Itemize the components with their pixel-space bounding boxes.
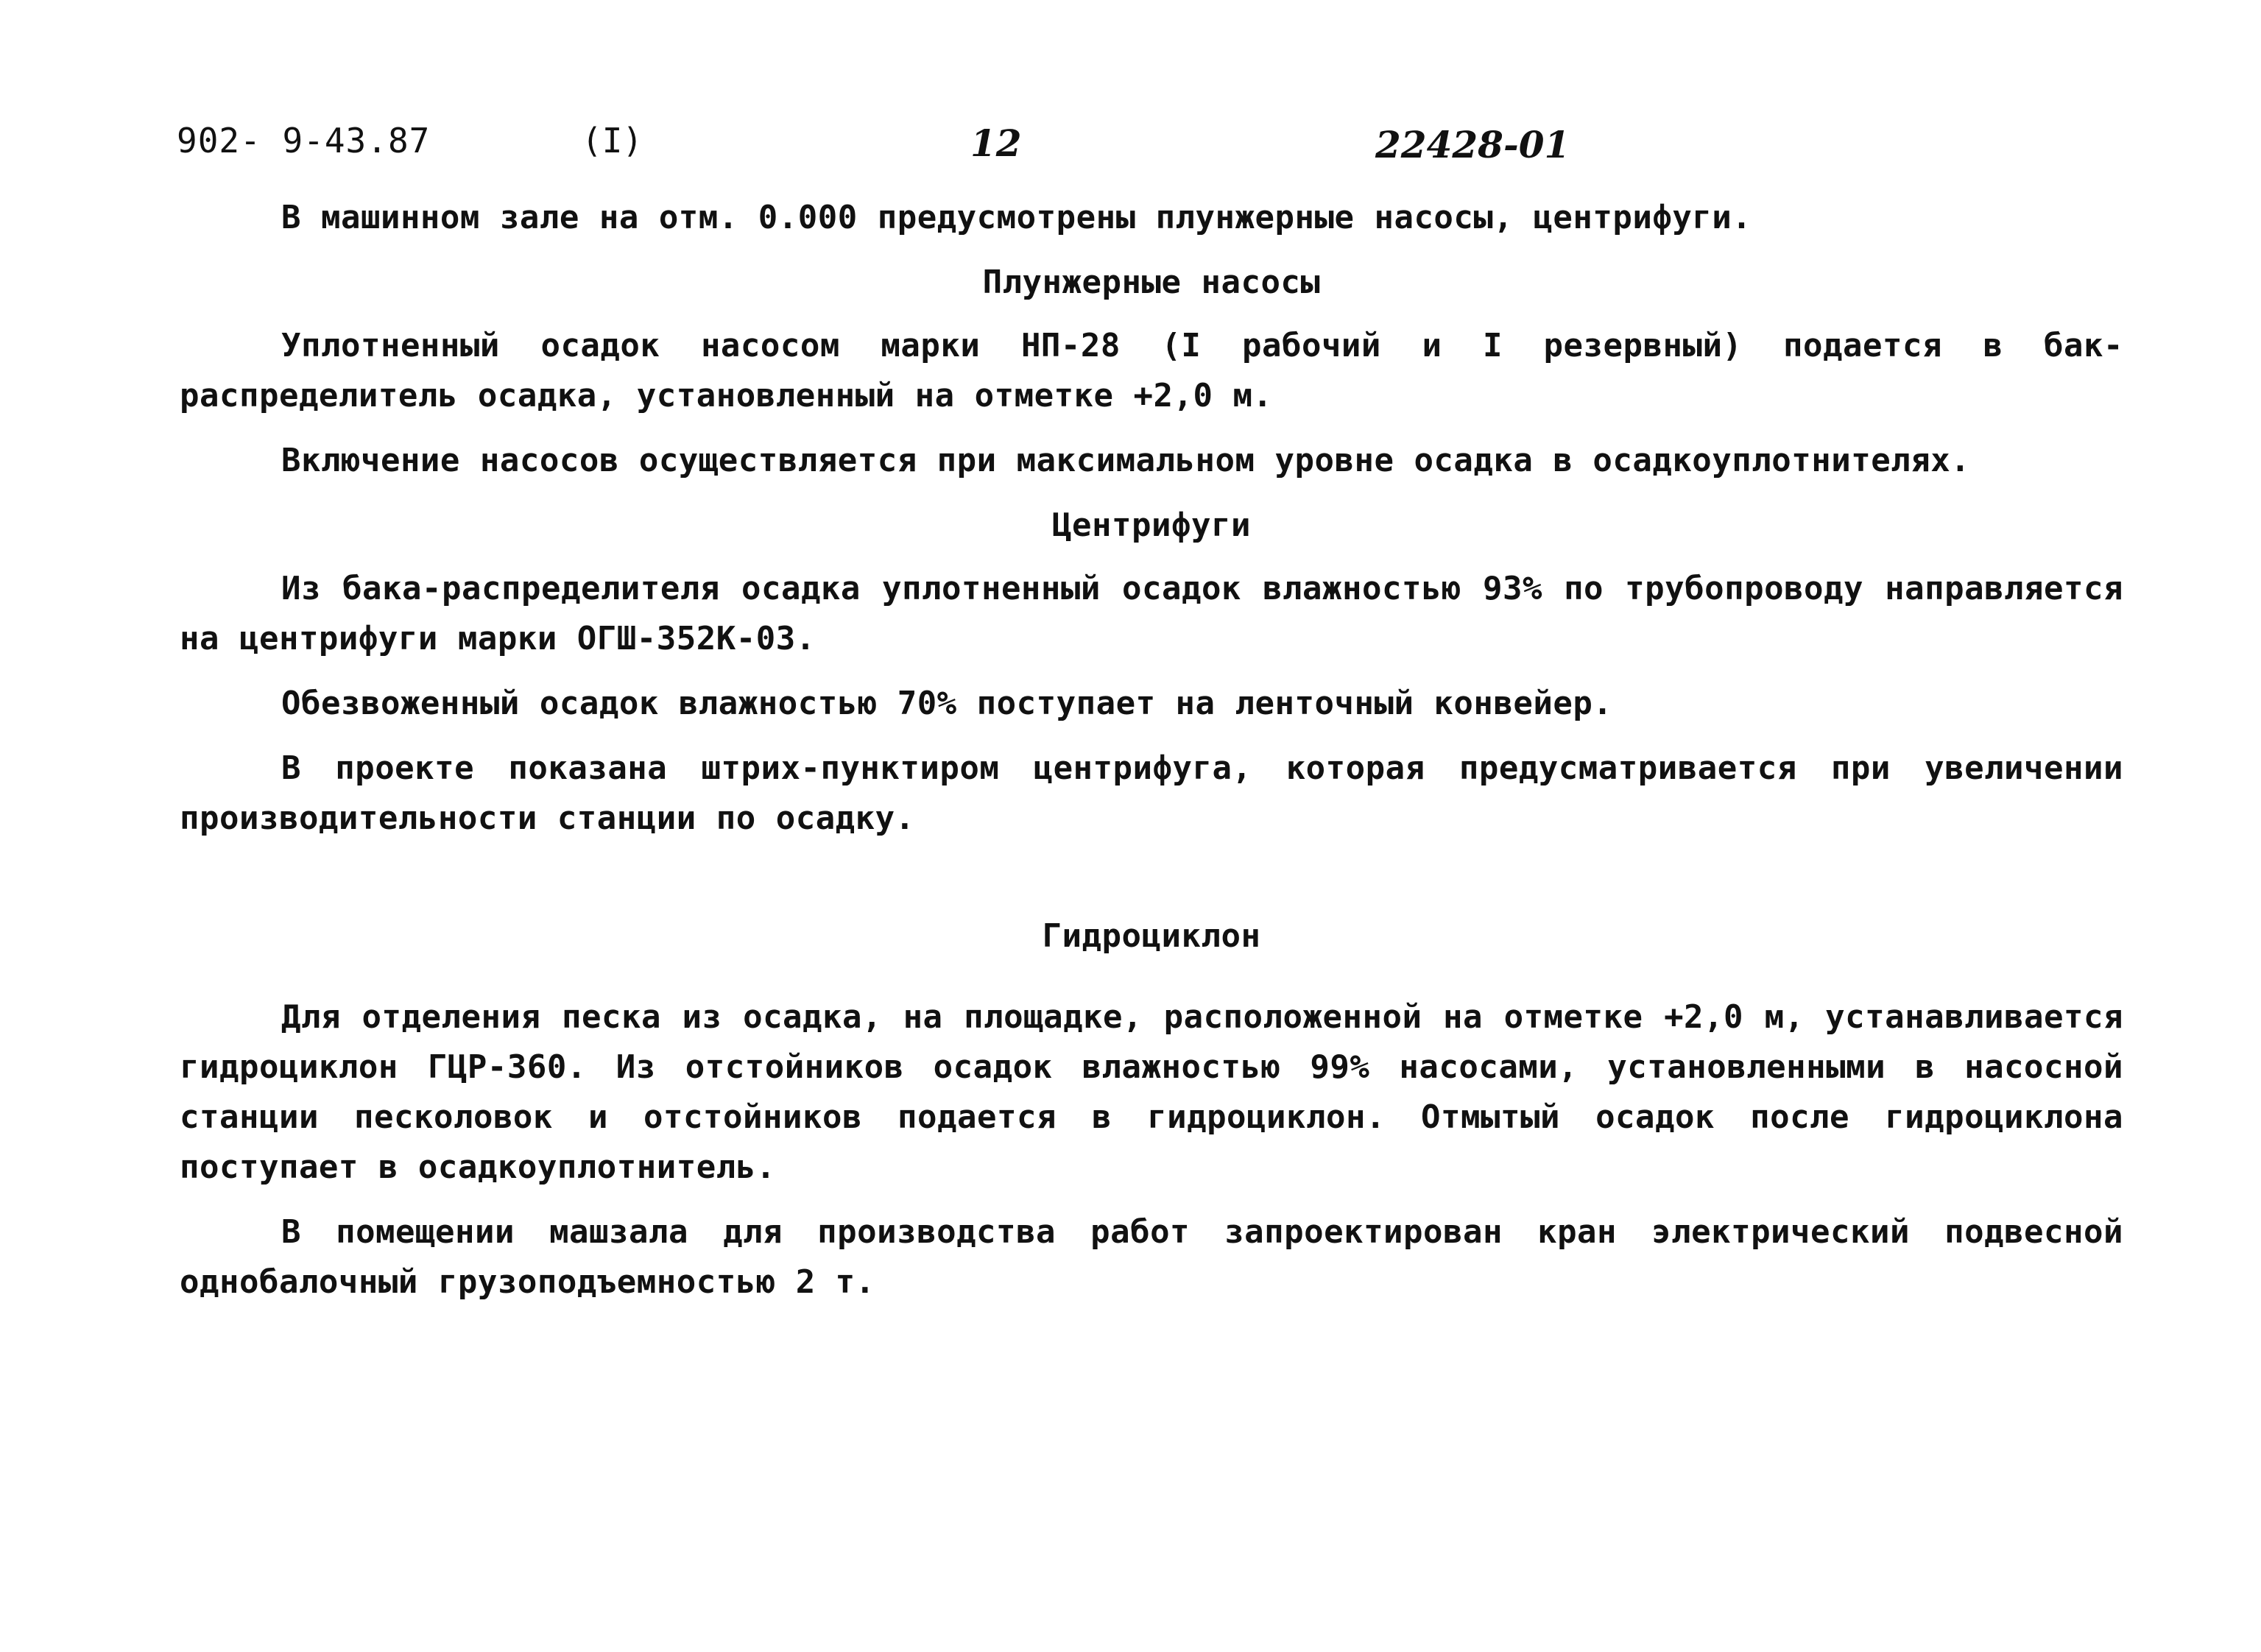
sheet-code: 22428-01	[1375, 123, 1570, 166]
section-gap	[180, 858, 2123, 903]
document-code: 902- 9-43.87	[177, 121, 431, 160]
centrifuges-paragraph-3: В проекте показана штрих-пунктиром центрифуга, которая предусматривается при увеличении производительности станции по осадку.	[180, 749, 2123, 837]
document-part: (I)	[582, 121, 643, 160]
document-body	[180, 193, 2123, 1322]
hydrocyclone-paragraph-1: Для отделения песка из осадка, на площадке, расположенной на отметке +2,0 м, устанавливается гидроциклон ГЦР-360. Из отстойников осадок влажностью 99% насосами, установленными в насосной станции песколовок и отстойников подается в гидроциклон. Отмытый осадок после гидроциклона поступает в осадкоуплотнитель.	[180, 998, 2123, 1186]
intro-paragraph: В машинном зале на отм. 0.000 предусмотрены плунжерные насосы, центрифуги.	[281, 199, 1752, 236]
page-number: 12	[970, 121, 1022, 165]
section-heading-hydrocyclone: Гидроциклон	[1042, 917, 1261, 955]
centrifuges-paragraph-1: Из бака-распределителя осадка уплотненный осадок влажностью 93% по трубопроводу направляется на центрифуги марки ОГШ-352К-03.	[180, 570, 2123, 657]
centrifuges-paragraph-2: Обезвоженный осадок влажностью 70% поступает на ленточный конвейер.	[281, 685, 1613, 722]
section-heading-pumps: Плунжерные насосы	[982, 264, 1321, 301]
hydrocyclone-paragraph-2: В помещении машзала для производства работ запроектирован кран электрический подвесной однобалочный грузоподъемностью 2 т.	[180, 1213, 2123, 1301]
heading-gap	[180, 975, 2123, 992]
pumps-paragraph-2: Включение насосов осуществляется при максимальном уровне осадка в осадкоуплотнителях.	[281, 442, 1971, 479]
pumps-paragraph-1: Уплотненный осадок насосом марки НП-28 (I рабочий и I резервный) подается в бак-распределитель осадка, установленный на отметке +2,0 м.	[180, 327, 2123, 414]
section-heading-centrifuges: Центрифуги	[1052, 506, 1251, 544]
